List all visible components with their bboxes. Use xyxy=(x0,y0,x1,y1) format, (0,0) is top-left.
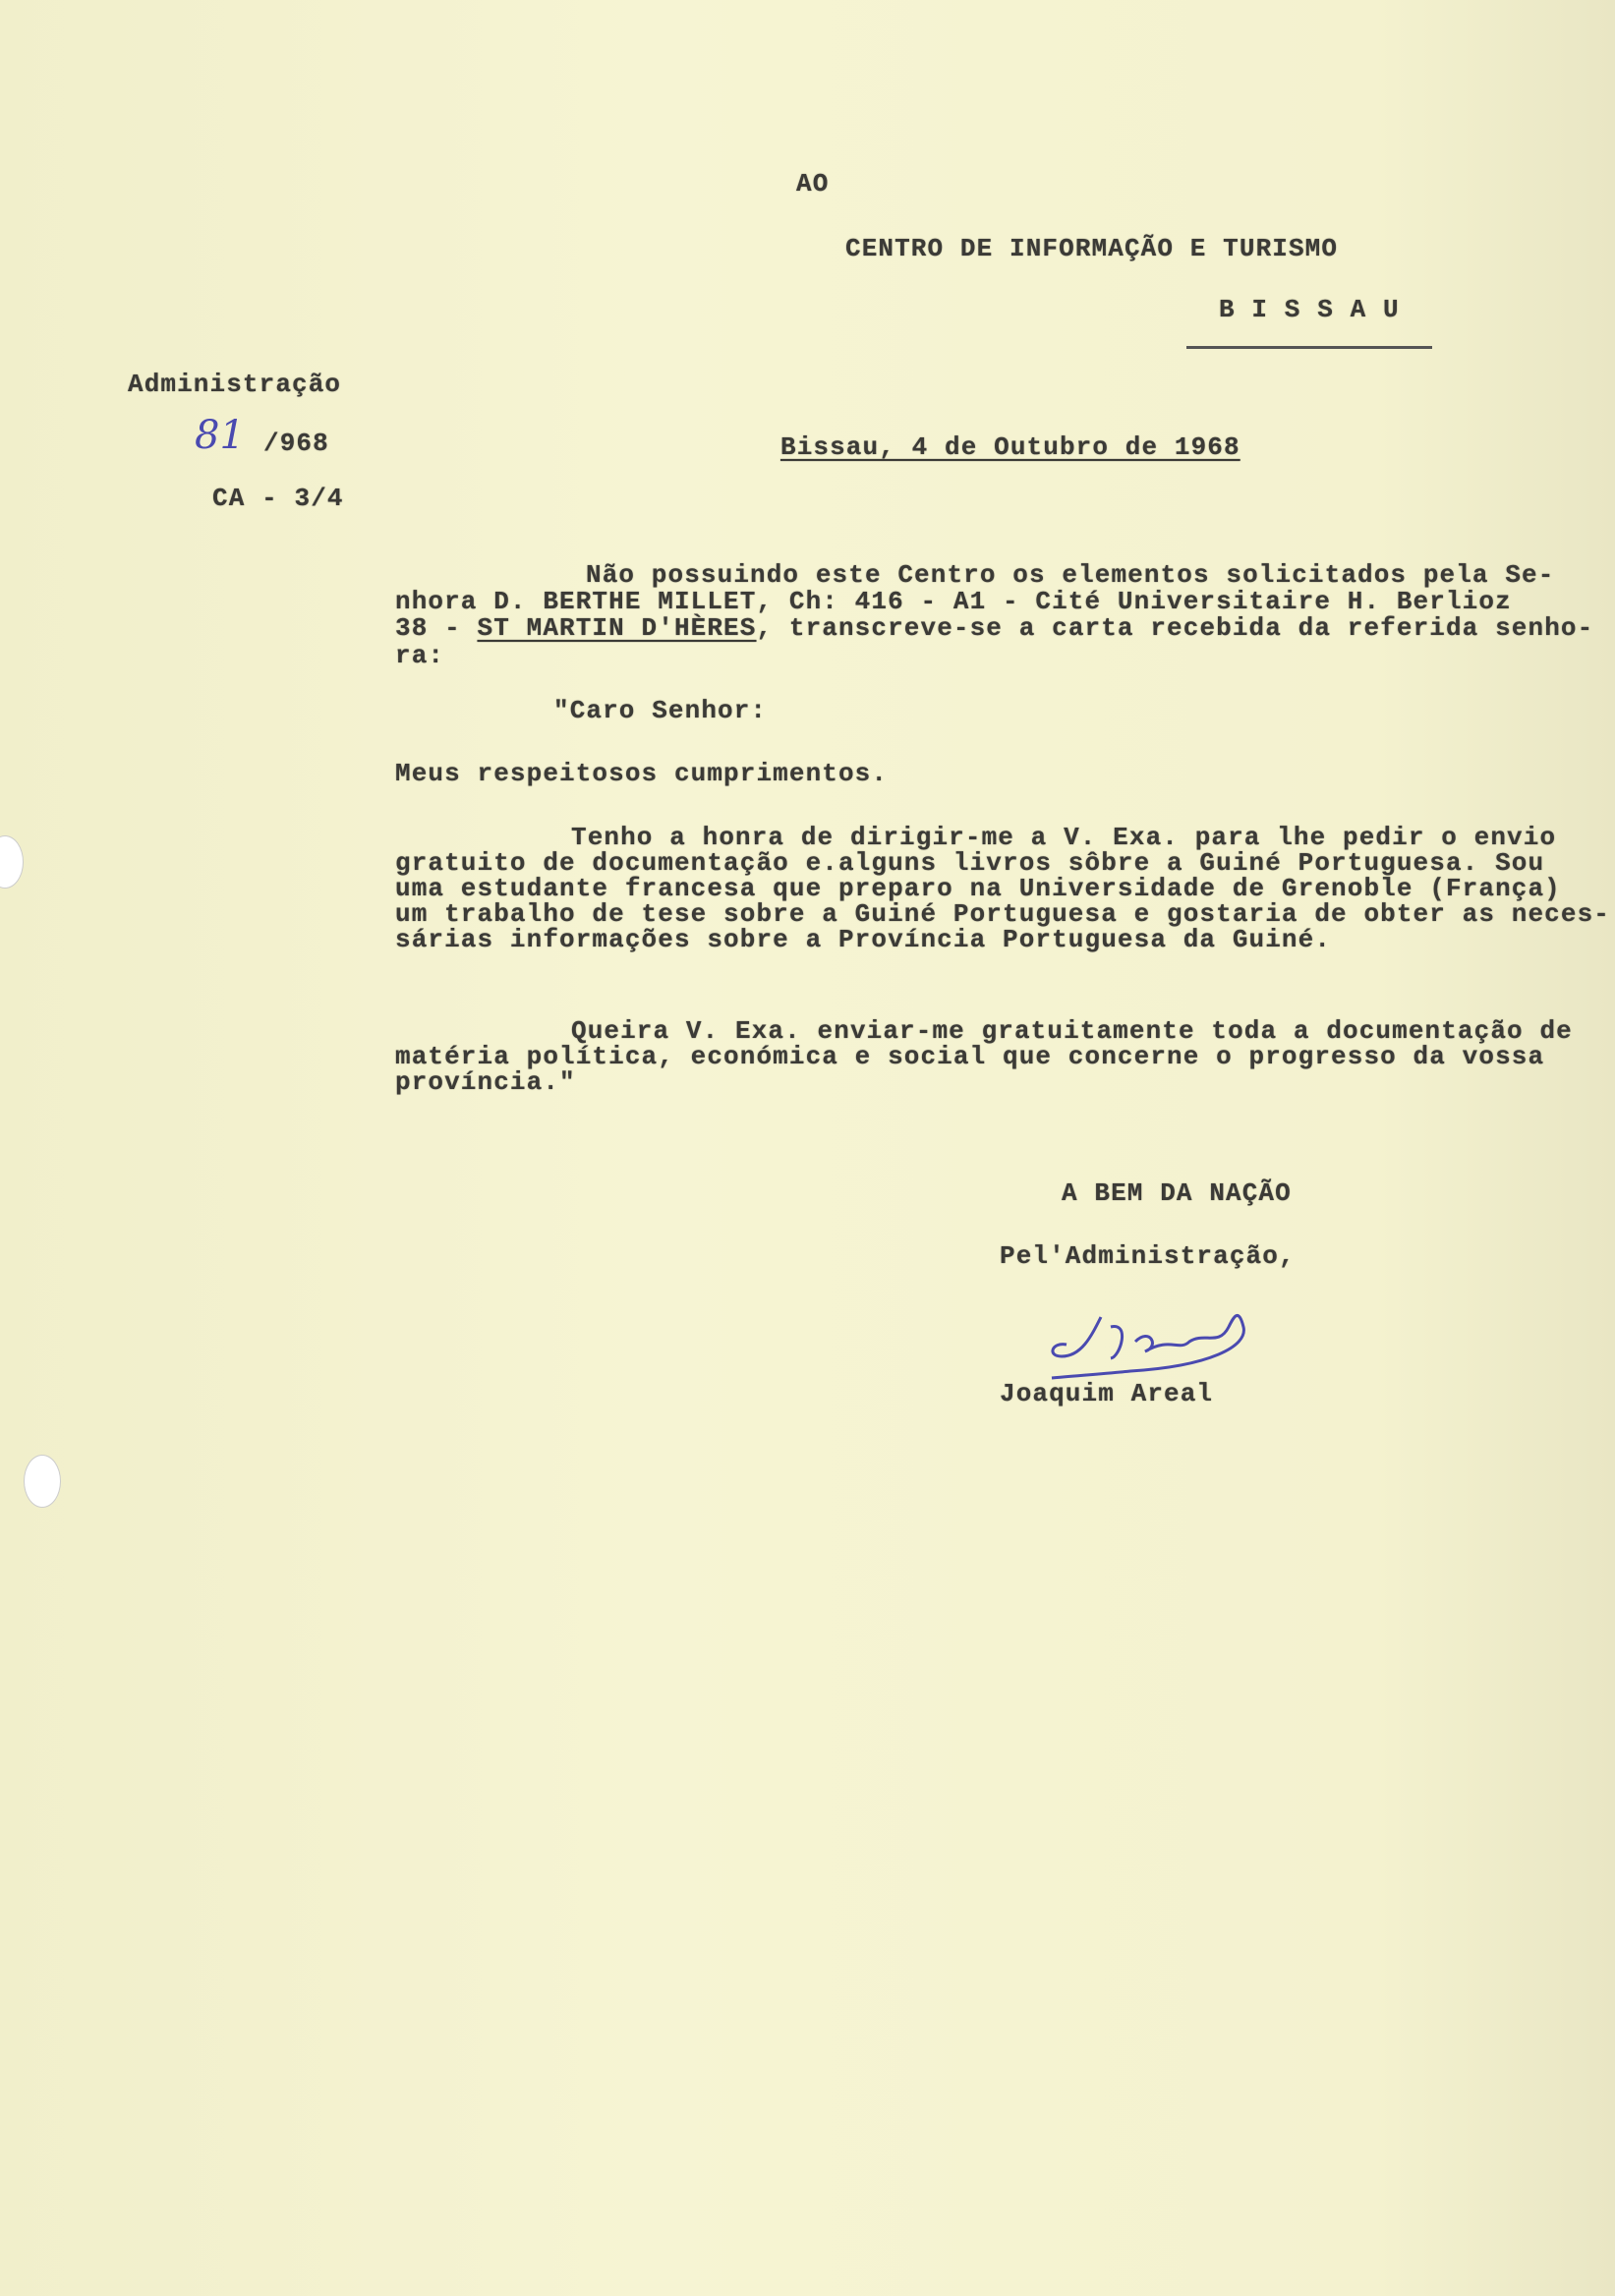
paragraph-line: um trabalho de tese sobre a Guiné Portuguesa e gostaria de obter as neces- xyxy=(395,899,1610,929)
paragraph-line: sárias informações sobre a Província Portuguesa da Guiné. xyxy=(395,925,1332,954)
paragraph-line: Tenho a honra de dirigir-me a V. Exa. para lhe pedir o envio xyxy=(571,823,1557,852)
salutation: "Caro Senhor: xyxy=(553,696,768,725)
address-city: ST MARTIN D'HÈRES xyxy=(477,613,757,643)
intro-line: 38 - ST MARTIN D'HÈRES, transcreve-se a carta recebida da referida senho- xyxy=(395,613,1594,643)
on-behalf-line: Pel'Administração, xyxy=(1000,1241,1296,1271)
paragraph-line: província." xyxy=(395,1067,576,1097)
reference-code: CA - 3/4 xyxy=(212,484,344,513)
paragraph-line: uma estudante francesa que preparo na Universidade de Grenoble (França) xyxy=(395,874,1561,903)
punch-hole xyxy=(24,1455,61,1508)
reference-year: /968 xyxy=(263,429,329,458)
intro-line: ra: xyxy=(395,641,445,670)
addressee-prefix: AO xyxy=(796,169,830,199)
intro-line-rest: transcreve-se a carta recebida da referida senho- xyxy=(788,613,1594,643)
date-line: Bissau, 4 de Outubro de 1968 xyxy=(780,432,1240,462)
intro-line: Não possuindo este Centro os elementos solicitados pela Se- xyxy=(586,560,1555,590)
recipient-name: CENTRO DE INFORMAÇÃO E TURISMO xyxy=(845,234,1339,263)
city-underline xyxy=(1186,346,1432,349)
signature xyxy=(1042,1297,1298,1386)
paragraph-line: matéria política, económica e social que concerne o progresso da vossa xyxy=(395,1042,1545,1071)
address-prefix: 38 - xyxy=(395,613,478,643)
signatory-name: Joaquim Areal xyxy=(1000,1379,1214,1408)
greeting: Meus respeitosos cumprimentos. xyxy=(395,759,889,788)
paragraph-line: gratuito de documentação e.alguns livros sôbre a Guiné Portuguesa. Sou xyxy=(395,848,1545,878)
closing-motto: A BEM DA NAÇÃO xyxy=(1062,1178,1292,1208)
intro-line: nhora D. BERTHE MILLET, Ch: 416 - A1 - Cité Universitaire H. Berlioz xyxy=(395,587,1512,616)
recipient-city: B I S S A U xyxy=(1219,295,1400,324)
paragraph-line: Queira V. Exa. enviar-me gratuitamente toda a documentação de xyxy=(571,1016,1573,1046)
reference-department: Administração xyxy=(128,370,342,399)
reference-number-handwritten: 81 xyxy=(195,413,245,458)
